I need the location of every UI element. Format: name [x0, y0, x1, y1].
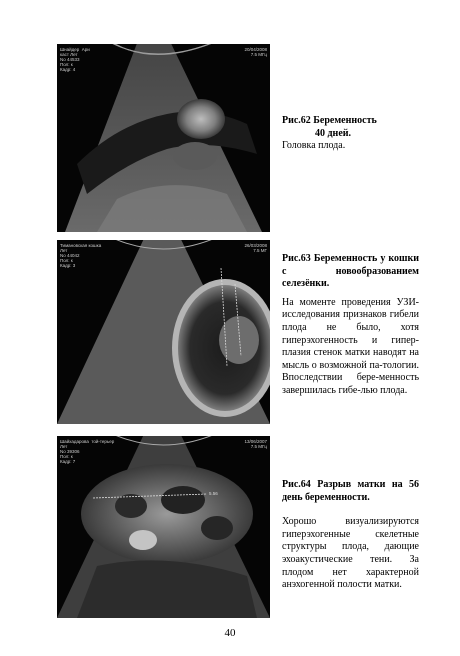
ultrasound-overlay-date: 20/04/2008 7.5 МГц	[244, 47, 267, 57]
page-number: 40	[224, 627, 236, 639]
ultrasound-image-1	[57, 44, 270, 232]
ultrasound-overlay-patient-info: Шайхадарова той-терьер Лет No 39306 Пол: к Кадр: 7	[60, 439, 115, 464]
ultrasound-overlay-patient-info: Шнайдер Ари каст Лет No 44533 Пол: к Кадр: 4	[60, 47, 90, 72]
ultrasound-image-3	[57, 436, 270, 618]
figure-63-title: Рис.63 Беременность у кошки с новообразованием селезёнки.	[282, 253, 419, 290]
figure-63-caption	[282, 253, 419, 398]
figure-62-caption	[282, 115, 419, 153]
figure-62-title-line2: 40 дней.	[315, 127, 352, 139]
figure-64-body: Хорошо визуализируются гиперэхогенные скелетные структуры плода, дающие эхоакустические тени. За плодом нет характерной анэхогенной полости матки.	[282, 516, 419, 591]
figure-62-title-line1: Рис.62 Беременность	[282, 115, 377, 126]
ultrasound-overlay-date: 13/06/2007 7.5 МГц	[244, 439, 267, 449]
ultrasound-image-2	[57, 240, 270, 424]
ultrasound-overlay-patient-info: Тимановская кошка Лет No 44042 Пол: к Кадр: 3	[60, 243, 102, 268]
figure-63-body: На моменте проведения УЗИ-исследования признаков гибели плода не было, хотя гиперэхогенность и гипер-плазия стенок матки наводят на мысль о возможной па-тологии. Впоследствии бере-менность завершилась гибе-лью плода.	[282, 296, 419, 396]
figure-64-title: Рис.64 Разрыв матки на 56 день беременности.	[282, 479, 419, 503]
ultrasound-measurement-label: 5.56	[209, 491, 218, 496]
figure-62-body: Головка плода.	[282, 140, 346, 152]
ultrasound-overlay-date: 26/03/2008 7.5 МГ	[244, 243, 267, 253]
figure-64-caption	[282, 479, 419, 592]
